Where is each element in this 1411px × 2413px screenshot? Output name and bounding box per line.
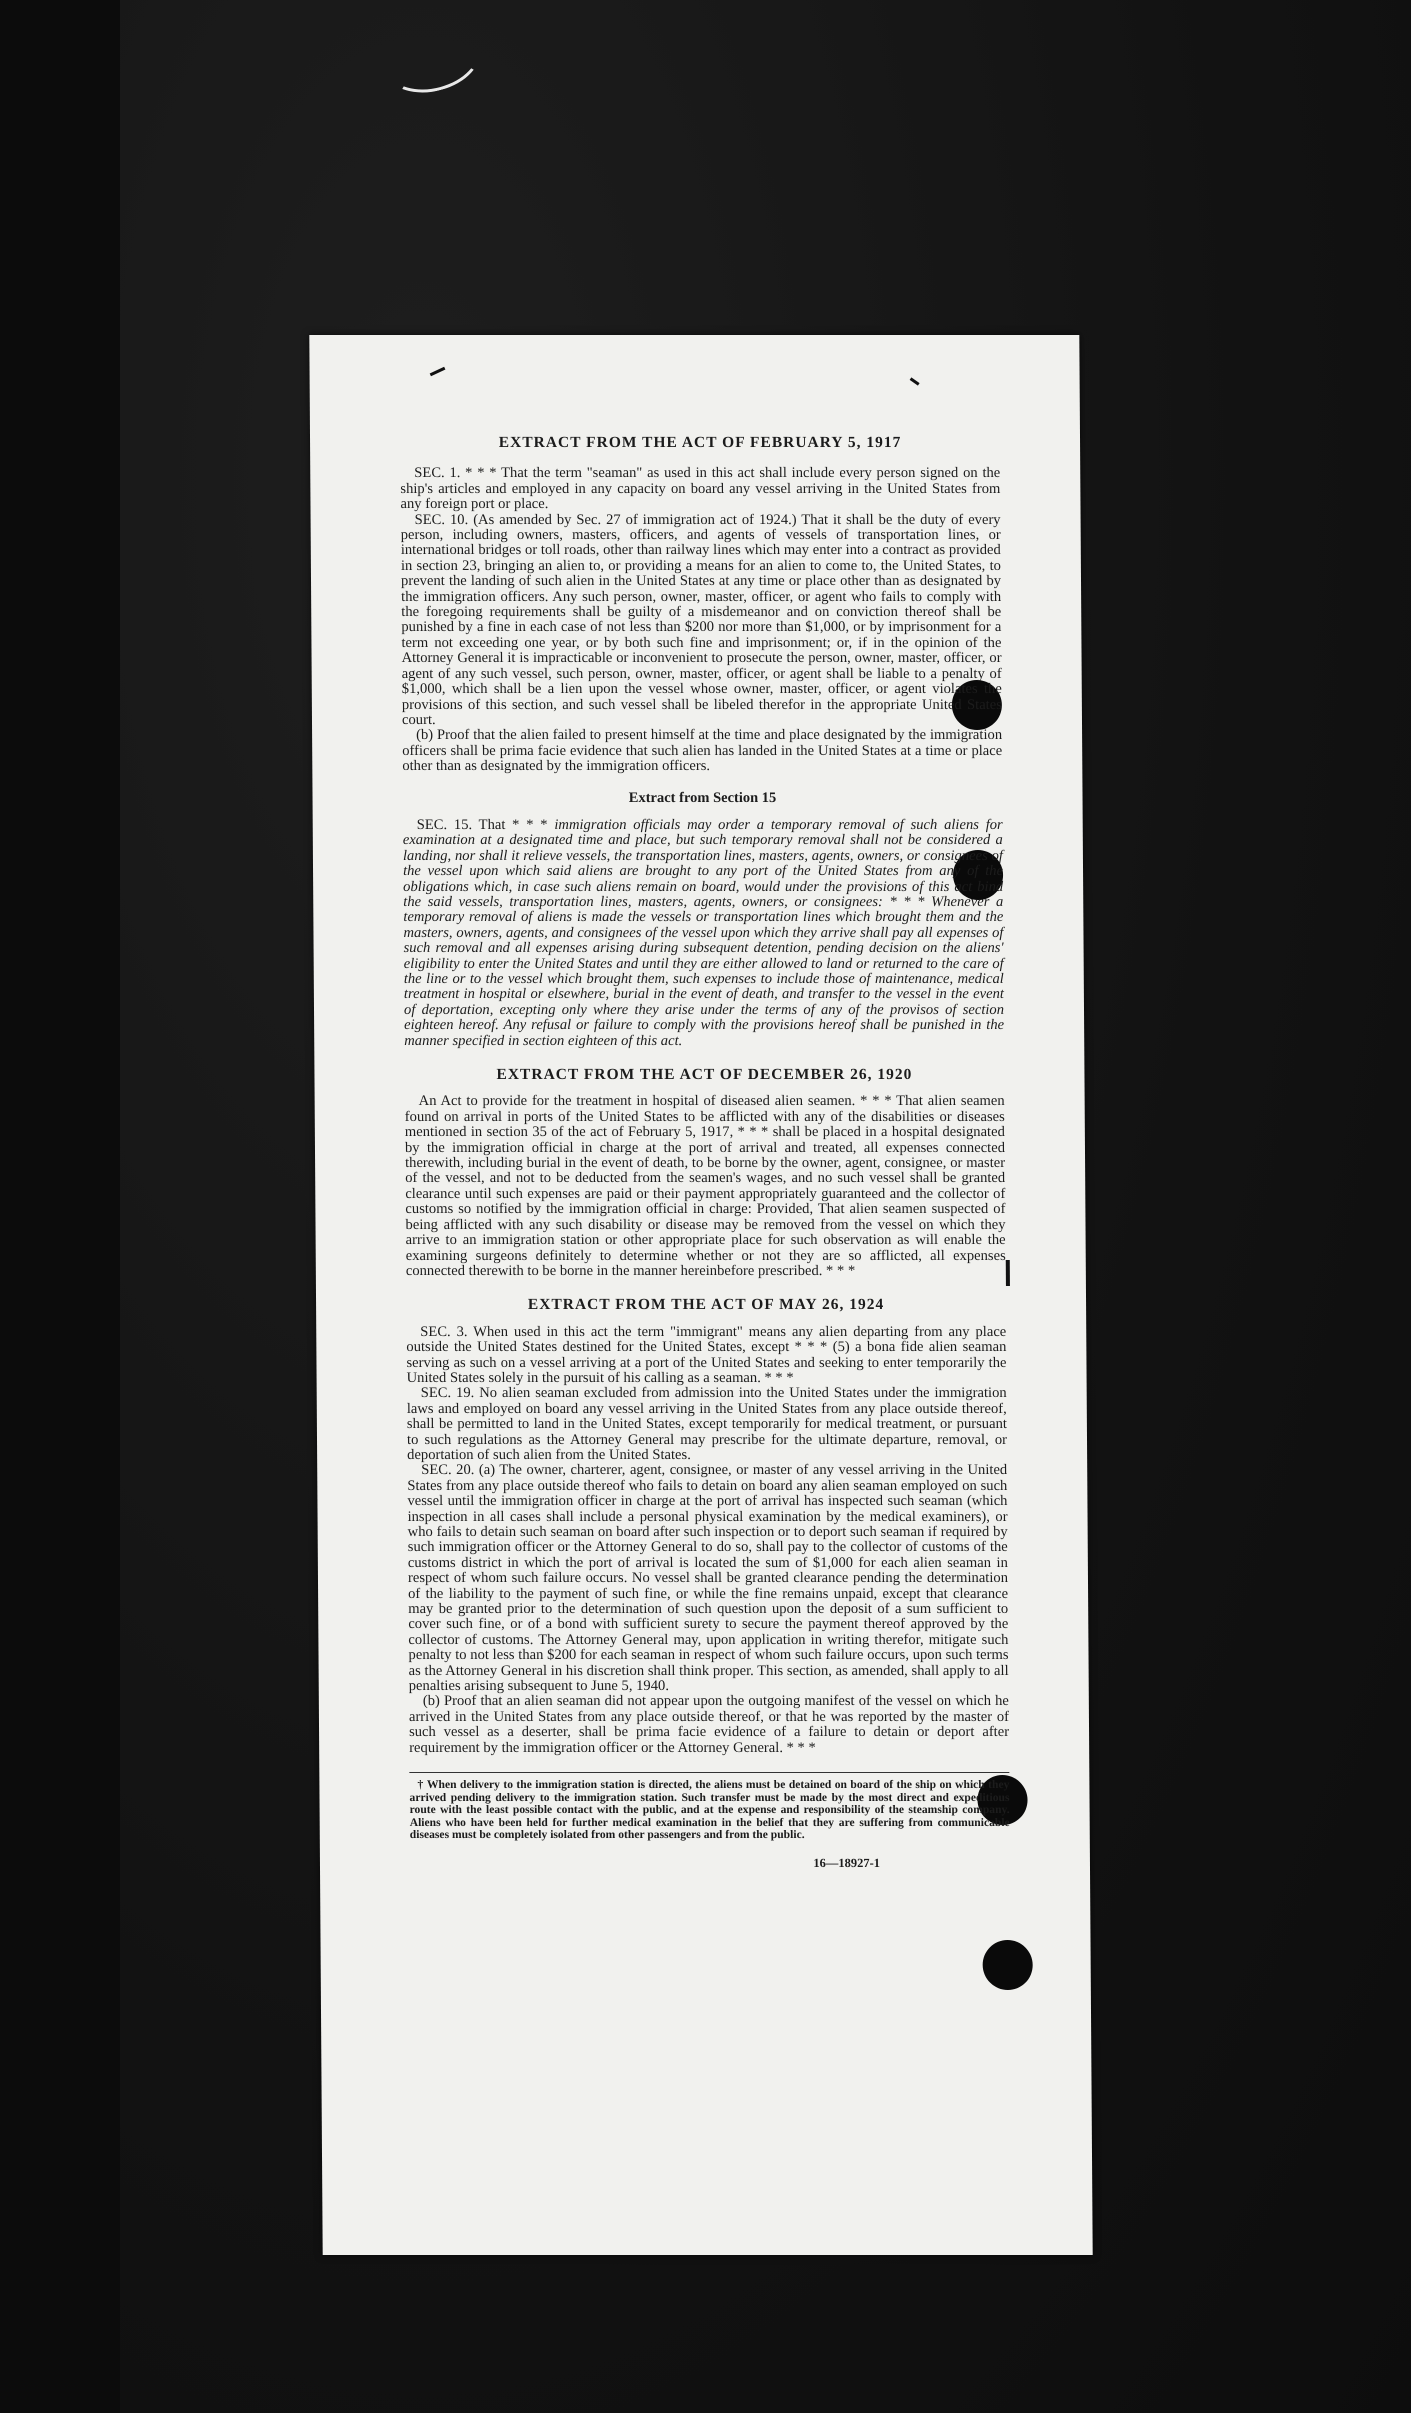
paragraph: (b) Proof that the alien failed to present himself at the time and place designated by the immigration officers shall be prima facie evidence that such alien has landed in the United States at a time or place other than as designated by the immigration officers. xyxy=(402,727,1003,775)
scan-speck xyxy=(1006,1260,1010,1286)
footnote xyxy=(409,1772,1009,1842)
form-number: 16—18927-1 xyxy=(813,1856,881,1871)
heading-section-15: Extract from Section 15 xyxy=(628,789,777,806)
heading-act-1920: EXTRACT FROM THE ACT OF DECEMBER 26, 1920 xyxy=(496,1066,913,1084)
section-15-lead: SEC. 15. That * * * xyxy=(416,816,555,833)
paragraph: SEC. 1. * * * That the term "seaman" as used in this act shall include every person signed on the ship's articles and employed in any capacity on board any vessel arriving in the United States from any foreign port or place. xyxy=(400,465,1001,513)
section-15-body: immigration officials may order a temporary removal of such aliens for examination at a designated time and place, but such temporary removal shall not be considered a landing, nor shall it relieve vessels, the transportation lines, masters, agents, owners, or consignees of the vessel upon which said aliens are brought to any port of the United States from any of the obligations which, in case such aliens remain on board, would under the provisions of this act bind the said vessels, transportation lines, masters, agents, owners, or consignees: * * * Whenever a temporary removal of aliens is made the vessels or transportation lines which brought them and the masters, owners, agents, and consignees of the vessel upon which they arrive shall pay all expenses of such removal and all expenses arising during subsequent detention, pending decision on the aliens' eligibility to enter the United States and until they are either allowed to land or returned to the care of the line or to the vessel which brought them, such expenses to include those of maintenance, medical treatment in hospital or elsewhere, burial in the event of death, and transfer to the vessel in the event of deportation, excepting only where they arise under the terms of any of the provisos of section eighteen hereof. Any refusal or failure to comply with the provisions hereof shall be punished in the manner specified in section eighteen of this act. xyxy=(402,816,1005,1049)
document-body xyxy=(400,435,1010,1871)
heading-act-1917: EXTRACT FROM THE ACT OF FEBRUARY 5, 1917 xyxy=(498,434,902,451)
footnote-text: † When delivery to the immigration station is directed, the aliens must be detained on board of the ship on which they arrived pending delivery to the immigration station. Such transfer must be made by the most direct and expeditious route with the least possible contact with the public, and at the expense and responsibility of the steamship company. Aliens who have been held for further medical examination in the belief that they are suffering from communicable diseases must be completely isolated from other passengers and from the public. xyxy=(409,1778,1010,1842)
paragraph: SEC. 3. When used in this act the term "immigrant" means any alien departing from any place outside the United States destined for the United States, except * * * (5) a bona fide alien seaman serving as such on a vessel arriving at a port of the United States and seeking to enter temporarily the United States solely in the pursuit of his calling as a seaman. * * * xyxy=(406,1323,1007,1386)
scan-left-edge xyxy=(0,0,120,2413)
scan-speck xyxy=(910,377,920,385)
paragraph: (b) Proof that an alien seaman did not appear upon the outgoing manifest of the vessel on which he arrived in the United States from any place outside thereof, or that he was reported by the master of such vessel as a deserter, shall be prima facie evidence of a failure to detain or deport after requirement by the immigration officer or the Attorney General. * * * xyxy=(408,1693,1010,1756)
paragraph: SEC. 19. No alien seaman excluded from admission into the United States under the immigration laws and employed on board any vessel arriving in the United States from any place outside thereof, shall be permitted to land in the United States, except temporarily for medical treatment, or pursuant to such regulations as the Attorney General may prescribe for the ultimate departure, removal, or deportation of such alien from the United States. xyxy=(406,1385,1008,1463)
paragraph-section-15 xyxy=(403,818,1005,1049)
paragraph: SEC. 10. (As amended by Sec. 27 of immigration act of 1924.) That it shall be the duty of every person, including owners, masters, officers, and agents of vessels of transportation lines, or international bridges or toll roads, other than railway lines which may enter into a contract as provided in section 23, bringing an alien to, or providing a means for an alien to come to, the United States, to prevent the landing of such alien in the United States at any time or place other than as designated by the immigration officers. Any such person, owner, master, officer, or agent who fails to comply with the foregoing requirements shall be guilty of a misdemeanor and on conviction thereof shall be punished by a fine in each case of not less than $200 nor more than $1,000, or by imprisonment for a term not exceeding one year, or by both such fine and imprisonment; or, if in the opinion of the Attorney General it is impracticable or inconvenient to prosecute the person, owner, master, officer, or agent of any such vessel, such person, owner, master, officer, or agent shall be liable to a penalty of $1,000, which shall be a lien upon the vessel whose owner, master, officer, or agent violates the provisions of this section, and such vessel shall be libeled therefor in the appropriate United States court. xyxy=(400,511,1002,728)
scan-speck xyxy=(430,367,446,376)
paragraph: SEC. 20. (a) The owner, charterer, agent, consignee, or master of any vessel arriving in the United States from any place outside thereof who fails to detain on board any alien seaman employed on such vessel until the immigration officer in charge at the port of arrival has inspected such seaman (which inspection in all cases shall include a personal physical examination by the medical examiners), or who fails to detain such seaman on board after such inspection or to deport such seaman if required by such immigration officer or the Attorney General to do so, shall pay to the collector of customs of the customs district in which the port of arrival is located the sum of $1,000 for each alien seaman in respect of whom such failure occurs. No vessel shall be granted clearance pending the determination of the liability to the payment of such fine, or while the fine remains unpaid, except that clearance may be granted prior to the determination of such question upon the deposit of a sum sufficient to cover such fine, or of a bond with sufficient surety to secure the payment thereof approved by the collector of customs. The Attorney General may, upon application in writing therefor, mitigate such penalty to not less than $200 for each seaman in respect of whom such failure occurs, upon such terms as the Attorney General in his discretion shall think proper. This section, as amended, shall apply to all penalties arising subsequent to June 5, 1940. xyxy=(407,1462,1009,1695)
paragraph: An Act to provide for the treatment in hospital of diseased alien seamen. * * * That alien seamen found on arrival in ports of the United States to be afflicted with any of the disabilities or diseases mentioned in section 35 of the act of February 5, 1917, * * * shall be placed in a hospital designated by the immigration official in charge at the port of arrival and treated, all expenses connected therewith, including burial in the event of death, to be borne by the owner, agent, consignee, or master of the vessel, and not to be deducted from the seamen's wages, and no such vessel shall be granted clearance until such expenses are paid or their payment appropriately guaranteed and the collector of customs so notified by the immigration official in charge: Provided, That alien seamen suspected of being afflicted with any such disability or disease may be removed from the vessel on which they arrive to an immigration station or other appropriate place for such observation as will enable the examining surgeons definitely to determine whether or not they are so afflicted, all expenses connected therewith to be borne in the manner hereinbefore prescribed. * * * xyxy=(404,1093,1006,1279)
punch-hole xyxy=(983,1940,1033,1990)
document-page xyxy=(309,335,1092,2255)
heading-act-1924: EXTRACT FROM THE ACT OF MAY 26, 1924 xyxy=(527,1296,885,1314)
